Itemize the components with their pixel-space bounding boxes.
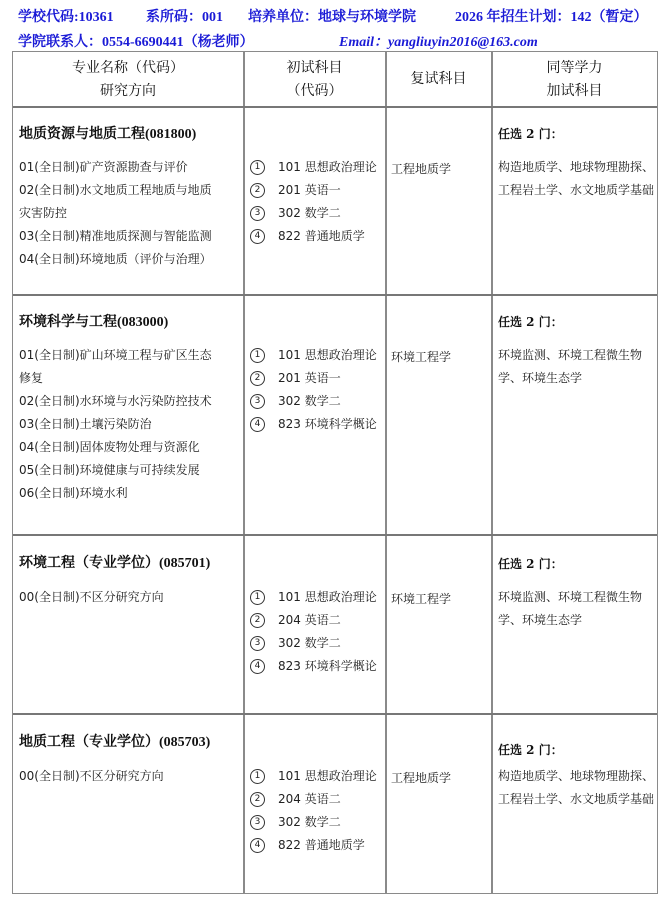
research-directions: [19, 586, 164, 609]
major-name: 环境工程（专业学位）(085701): [19, 556, 211, 571]
direction-item: 02(全日制)水环境与水污染防控技术: [19, 394, 212, 408]
major-name: 地质资源与地质工程(081800): [19, 127, 197, 142]
circled-number-icon: 3: [250, 206, 265, 221]
exam-subject-item: [250, 156, 377, 179]
column-header-line: 加试科目: [546, 82, 603, 99]
major-name: 地质工程（专业学位）(085703): [19, 735, 211, 750]
admissions-table: [12, 51, 658, 894]
direction-item: 01(全日制)矿产资源勘查与评价: [19, 160, 188, 174]
retest-subject: 环境工程学: [391, 592, 452, 606]
direction-item: 00(全日制)不区分研究方向: [19, 769, 164, 783]
exam-subject-text: 101 思想政治理论: [278, 160, 377, 174]
column-header-line: 初试科目: [286, 59, 343, 76]
exam-subject-text: 302 数学二: [278, 815, 341, 829]
direction-item: 03(全日制)土壤污染防治: [19, 417, 152, 431]
circled-number-icon: 4: [250, 838, 265, 853]
direction-item: 06(全日制)环境水利: [19, 486, 128, 500]
extra-subjects-list: 环境监测、环境工程微生物学、环境生态学: [498, 590, 643, 627]
exam-subject-text: 201 英语一: [278, 183, 341, 197]
exam-subject-text: 822 普通地质学: [278, 229, 365, 243]
column-header-equivalent-extra: [492, 52, 657, 107]
exam-subject-text: 201 英语一: [278, 371, 341, 385]
circled-number-icon: 2: [250, 183, 265, 198]
table-row: [13, 108, 657, 294]
circled-number-icon: 1: [250, 769, 265, 784]
column-header-retest: [386, 52, 491, 107]
dept-code: 系所码：001: [146, 10, 223, 25]
initial-exam-subjects: [250, 344, 377, 436]
retest-subject: 环境工程学: [391, 350, 452, 364]
exam-subject-text: 204 英语二: [278, 613, 341, 627]
exam-subject-text: 101 思想政治理论: [278, 348, 377, 362]
exam-subject-item: [250, 811, 377, 834]
exam-subject-text: 204 英语二: [278, 792, 341, 806]
exam-subject-text: 302 数学二: [278, 394, 341, 408]
circled-number-icon: 4: [250, 417, 265, 432]
research-directions: [19, 765, 164, 788]
exam-subject-text: 823 环境科学概论: [278, 659, 377, 673]
circled-number-icon: 3: [250, 815, 265, 830]
initial-exam-subjects: [250, 765, 377, 857]
extra-subjects-list: 构造地质学、地球物理勘探、工程岩土学、水文地质学基础: [498, 160, 655, 197]
exam-subject-item: [250, 765, 377, 788]
exam-subject-item: [250, 834, 377, 857]
exam-subject-text: 302 数学二: [278, 206, 341, 220]
extra-subjects-heading: 任选 2 门：: [498, 127, 563, 141]
circled-number-icon: 3: [250, 636, 265, 651]
exam-subject-text: 101 思想政治理论: [278, 590, 377, 604]
extra-subjects-heading: 任选 2 门：: [498, 315, 563, 329]
column-header-line: （代码）: [286, 82, 343, 99]
contact-person: 学院联系人：0554-6690441（杨老师）: [18, 35, 254, 50]
research-directions: [19, 344, 212, 505]
column-header-line: 专业名称（代码）: [72, 59, 184, 76]
exam-subject-item: [250, 390, 377, 413]
exam-subject-item: [250, 413, 377, 436]
initial-exam-subjects: [250, 156, 377, 248]
exam-subject-text: 302 数学二: [278, 636, 341, 650]
exam-subject-item: [250, 655, 377, 678]
retest-subject: 工程地质学: [391, 771, 452, 785]
direction-item: 修复: [19, 371, 44, 385]
circled-number-icon: 3: [250, 394, 265, 409]
direction-item: 04(全日制)固体废物处理与资源化: [19, 440, 200, 454]
table-row: [13, 715, 657, 893]
circled-number-icon: 4: [250, 229, 265, 244]
direction-item: 05(全日制)环境健康与可持续发展: [19, 463, 200, 477]
enrollment-plan: 2026 年招生计划：142（暂定）: [455, 10, 648, 25]
circled-number-icon: 4: [250, 659, 265, 674]
exam-subject-text: 101 思想政治理论: [278, 769, 377, 783]
column-header-line: 同等学力: [546, 59, 603, 76]
column-header-line: 复试科目: [410, 71, 467, 87]
table-row: [13, 296, 657, 534]
exam-subject-text: 823 环境科学概论: [278, 417, 377, 431]
circled-number-icon: 2: [250, 792, 265, 807]
direction-item: 02(全日制)水文地质工程地质与地质: [19, 183, 212, 197]
extra-subjects-list: 环境监测、环境工程微生物学、环境生态学: [498, 348, 643, 385]
major-name: 环境科学与工程(083000): [19, 315, 169, 330]
direction-item: 00(全日制)不区分研究方向: [19, 590, 164, 604]
extra-subjects-list: 构造地质学、地球物理勘探、工程岩土学、水文地质学基础: [498, 769, 655, 806]
circled-number-icon: 1: [250, 348, 265, 363]
direction-item: 01(全日制)矿山环境工程与矿区生态: [19, 348, 212, 362]
exam-subject-item: [250, 179, 377, 202]
exam-subject-text: 822 普通地质学: [278, 838, 365, 852]
exam-subject-item: [250, 367, 377, 390]
column-header-line: 研究方向: [100, 82, 156, 99]
direction-item: 灾害防控: [19, 206, 68, 220]
exam-subject-item: [250, 632, 377, 655]
exam-subject-item: [250, 225, 377, 248]
exam-subject-item: [250, 202, 377, 225]
exam-subject-item: [250, 609, 377, 632]
initial-exam-subjects: [250, 586, 377, 678]
extra-subjects-heading: 任选 2 门：: [498, 743, 563, 757]
contact-email[interactable]: Email：yangliuyin2016@163.com: [339, 35, 538, 50]
circled-number-icon: 1: [250, 590, 265, 605]
direction-item: 03(全日制)精准地质探测与智能监测: [19, 229, 212, 243]
circled-number-icon: 2: [250, 613, 265, 628]
exam-subject-item: [250, 344, 377, 367]
table-row: [13, 536, 657, 713]
exam-subject-item: [250, 586, 377, 609]
column-header-initial-exam: [244, 52, 385, 107]
circled-number-icon: 1: [250, 160, 265, 175]
column-header-major: [13, 52, 243, 107]
circled-number-icon: 2: [250, 371, 265, 386]
school-code: 学校代码:10361: [18, 10, 114, 25]
extra-subjects-heading: 任选 2 门：: [498, 557, 563, 571]
direction-item: 04(全日制)环境地质（评价与治理）: [19, 252, 212, 266]
exam-subject-item: [250, 788, 377, 811]
research-directions: [19, 156, 212, 271]
training-unit: 培养单位：地球与环境学院: [248, 10, 416, 25]
retest-subject: 工程地质学: [391, 162, 452, 176]
